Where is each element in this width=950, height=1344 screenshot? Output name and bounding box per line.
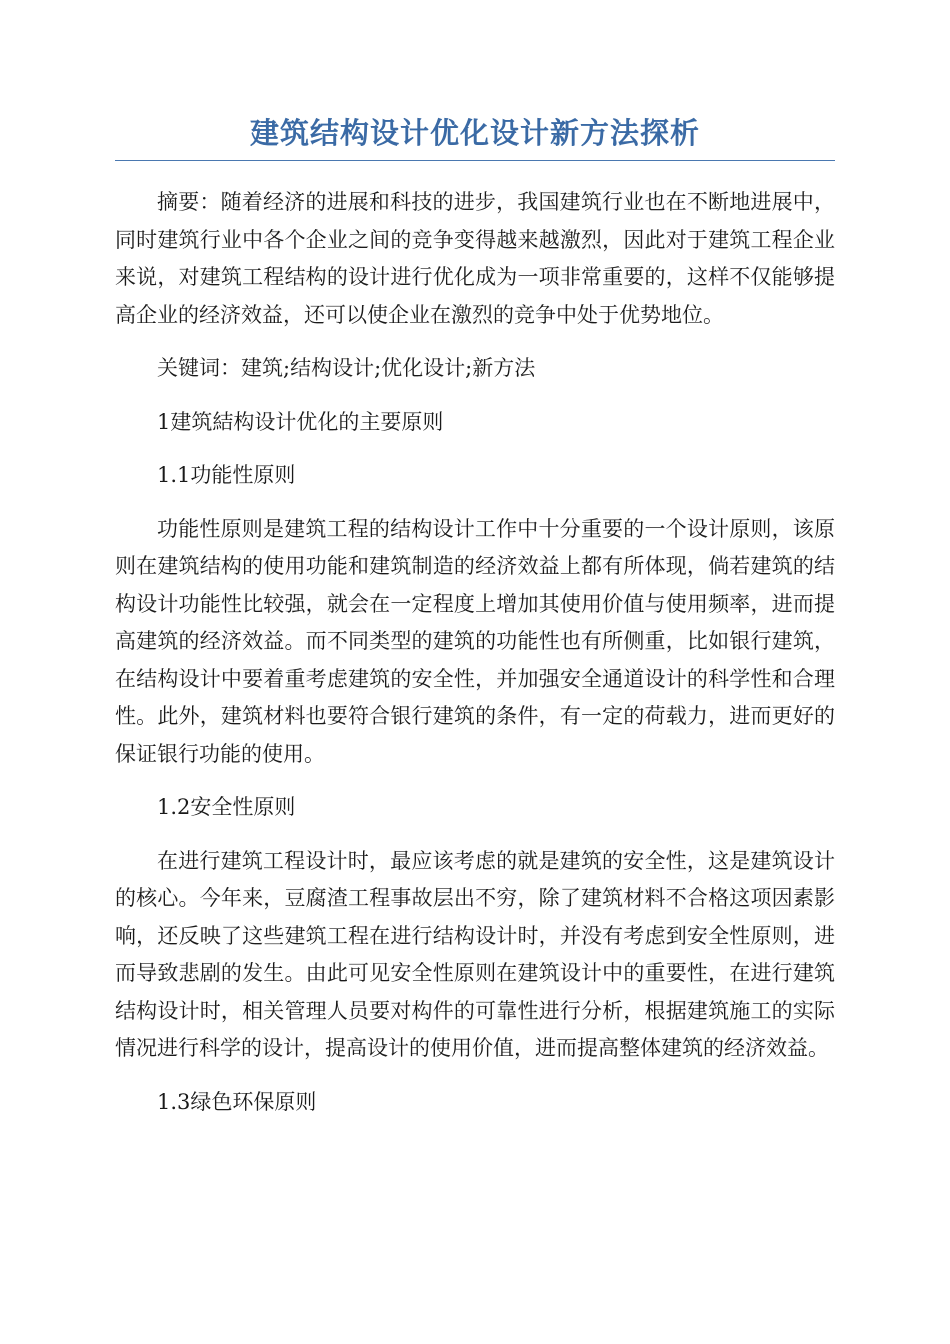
abstract-paragraph: 摘要：随着经济的进展和科技的进步，我国建筑行业也在不断地进展中，同时建筑行业中各个企业之间的竞争变得越来越激烈，因此对于建筑工程企业来说，对建筑工程结构的设计进行优化成为一项非常重要的，这样不仅能够提高企业的经济效益，还可以使企业在激烈的竞争中处于优势地位。: [115, 190, 835, 327]
keywords-line: 关键词：建筑;结构设计;优化设计;新方法: [157, 356, 536, 380]
section-heading-1-3: 1.3绿色环保原则: [157, 1089, 317, 1114]
section-body-1-2: 在进行建筑工程设计时，最应该考虑的就是建筑的安全性，这是建筑设计的核心。今年来，豆腐渣工程事故层出不穷，除了建筑材料不合格这项因素影响，还反映了这些建筑工程在进行结构设计时，并没有考虑到安全性原则，进而导致悲剧的发生。由此可见安全性原则在建筑设计中的重要性，在进行建筑结构设计时，相关管理人员要对构件的可靠性进行分析，根据建筑施工的实际情况进行科学的设计，提高设计的使用价值，进而提高整体建筑的经济效益。: [115, 848, 835, 1060]
section-heading-1-2: 1.2安全性原则: [157, 795, 296, 819]
section-heading-1-1: 1.1功能性原则: [157, 463, 296, 487]
document-title: 建筑结构设计优化设计新方法探析: [115, 108, 835, 161]
document-page: [115, 108, 835, 1121]
section-heading-1: 1建筑結构设计优化的主要原则: [157, 409, 444, 434]
section-body-1-1: 功能性原则是建筑工程的结构设计工作中十分重要的一个设计原则，该原则在建筑结构的使用功能和建筑制造的经济效益上都有所体现，倘若建筑的结构设计功能性比较强，就会在一定程度上增加其使用价值与使用频率，进而提高建筑的经济效益。而不同类型的建筑的功能性也有所侧重，比如银行建筑，在结构设计中要着重考虑建筑的安全性，并加强安全通道设计的科学性和合理性。此外，建筑材料也要符合银行建筑的条件，有一定的荷载力，进而更好的保证银行功能的使用。: [115, 516, 835, 766]
